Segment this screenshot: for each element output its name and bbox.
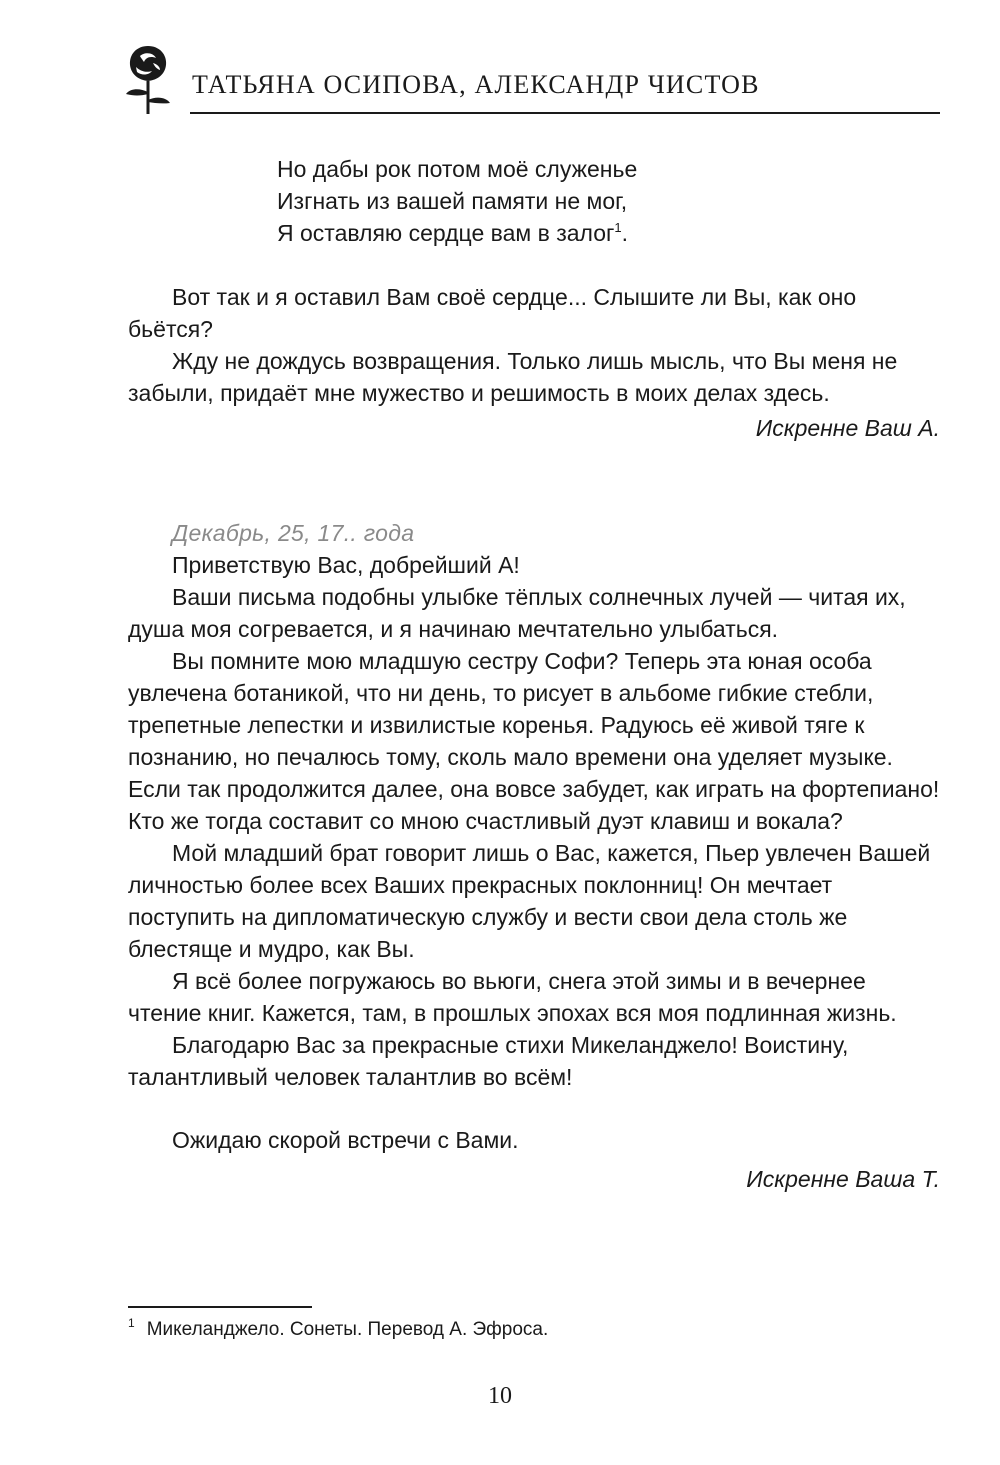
letter-closing: Ожидаю скорой встречи с Вами. [172,1127,519,1153]
poem-line: Изгнать из вашей памяти не мог, [277,188,628,214]
letter-date: Декабрь, 25, 17.. года [172,520,415,546]
footnote-rule [128,1306,312,1308]
letter-paragraph: Вот так и я оставил Вам своё сердце... Слышите ли Вы, как оно бьётся? [128,284,857,342]
page-number: 10 [488,1383,512,1409]
letter-paragraph: Благодарю Вас за прекрасные стихи Микеланджело! Воистину, талантливый человек талантлив во всём! [128,1032,849,1090]
letter-1 [128,281,940,444]
poem-line-text: Я оставляю сердце вам в залог [277,220,615,246]
page-header [120,40,940,120]
rose-icon [120,40,176,116]
letter-paragraph: Ваши письма подобны улыбке тёплых солнечных лучей — читая их, душа моя согревается, и я начинаю мечтательно улыбаться. [128,584,906,642]
letter-paragraph: Вы помните мою младшую сестру Софи? Теперь эта юная особа увлечена ботаникой, что ни день, то рисует в альбоме гибкие стебли, трепетные лепестки и извилистые коренья. Радуюсь её живой тяге к познанию, но печалюсь тому, сколь мало времени она уделяет музыке. Если так продолжится далее, она вовсе забудет, как играть на фортепиано! Кто же тогда составит со мною счастливый дуэт клавиш и вокала? [128,648,940,834]
running-head: ТАТЬЯНА ОСИПОВА, АЛЕКСАНДР ЧИСТОВ [192,70,760,99]
poem-line: Но дабы рок потом моё служенье [277,156,638,182]
footnote-text: Микеланджело. Сонеты. Перевод А. Эфроса. [146,1319,549,1340]
letter-paragraph: Мой младший брат говорит лишь о Вас, кажется, Пьер увлечен Вашей личностью более всех Ваших прекрасных поклонниц! Он мечтает поступить на дипломатическую службу и вести свои дела столь же блестяще и мудро, как Вы. [128,840,931,962]
letter-paragraph: Я всё более погружаюсь во вьюги, снега этой зимы и в вечернее чтение книг. Кажется, там, в прошлых эпохах вся моя подлинная жизнь. [128,968,897,1026]
letter-2 [128,517,940,1195]
poem-quote [277,153,637,249]
letter-signature: Искренне Ваш А. [755,415,940,441]
letter-greeting: Приветствую Вас, добрейший А! [172,552,520,578]
letter-signature: Искренне Ваша Т. [746,1166,940,1192]
letter-paragraph: Жду не дождусь возвращения. Только лишь мысль, что Вы меня не забыли, придаёт мне мужество и решимость в моих делах здесь. [128,348,898,406]
footnote [128,1316,548,1344]
header-rule [190,112,940,114]
poem-end-punctuation: . [621,220,629,246]
footnote-mark: 1 [128,1316,135,1330]
footnote-reference: 1 [614,220,622,235]
poem-line-last [277,217,637,249]
